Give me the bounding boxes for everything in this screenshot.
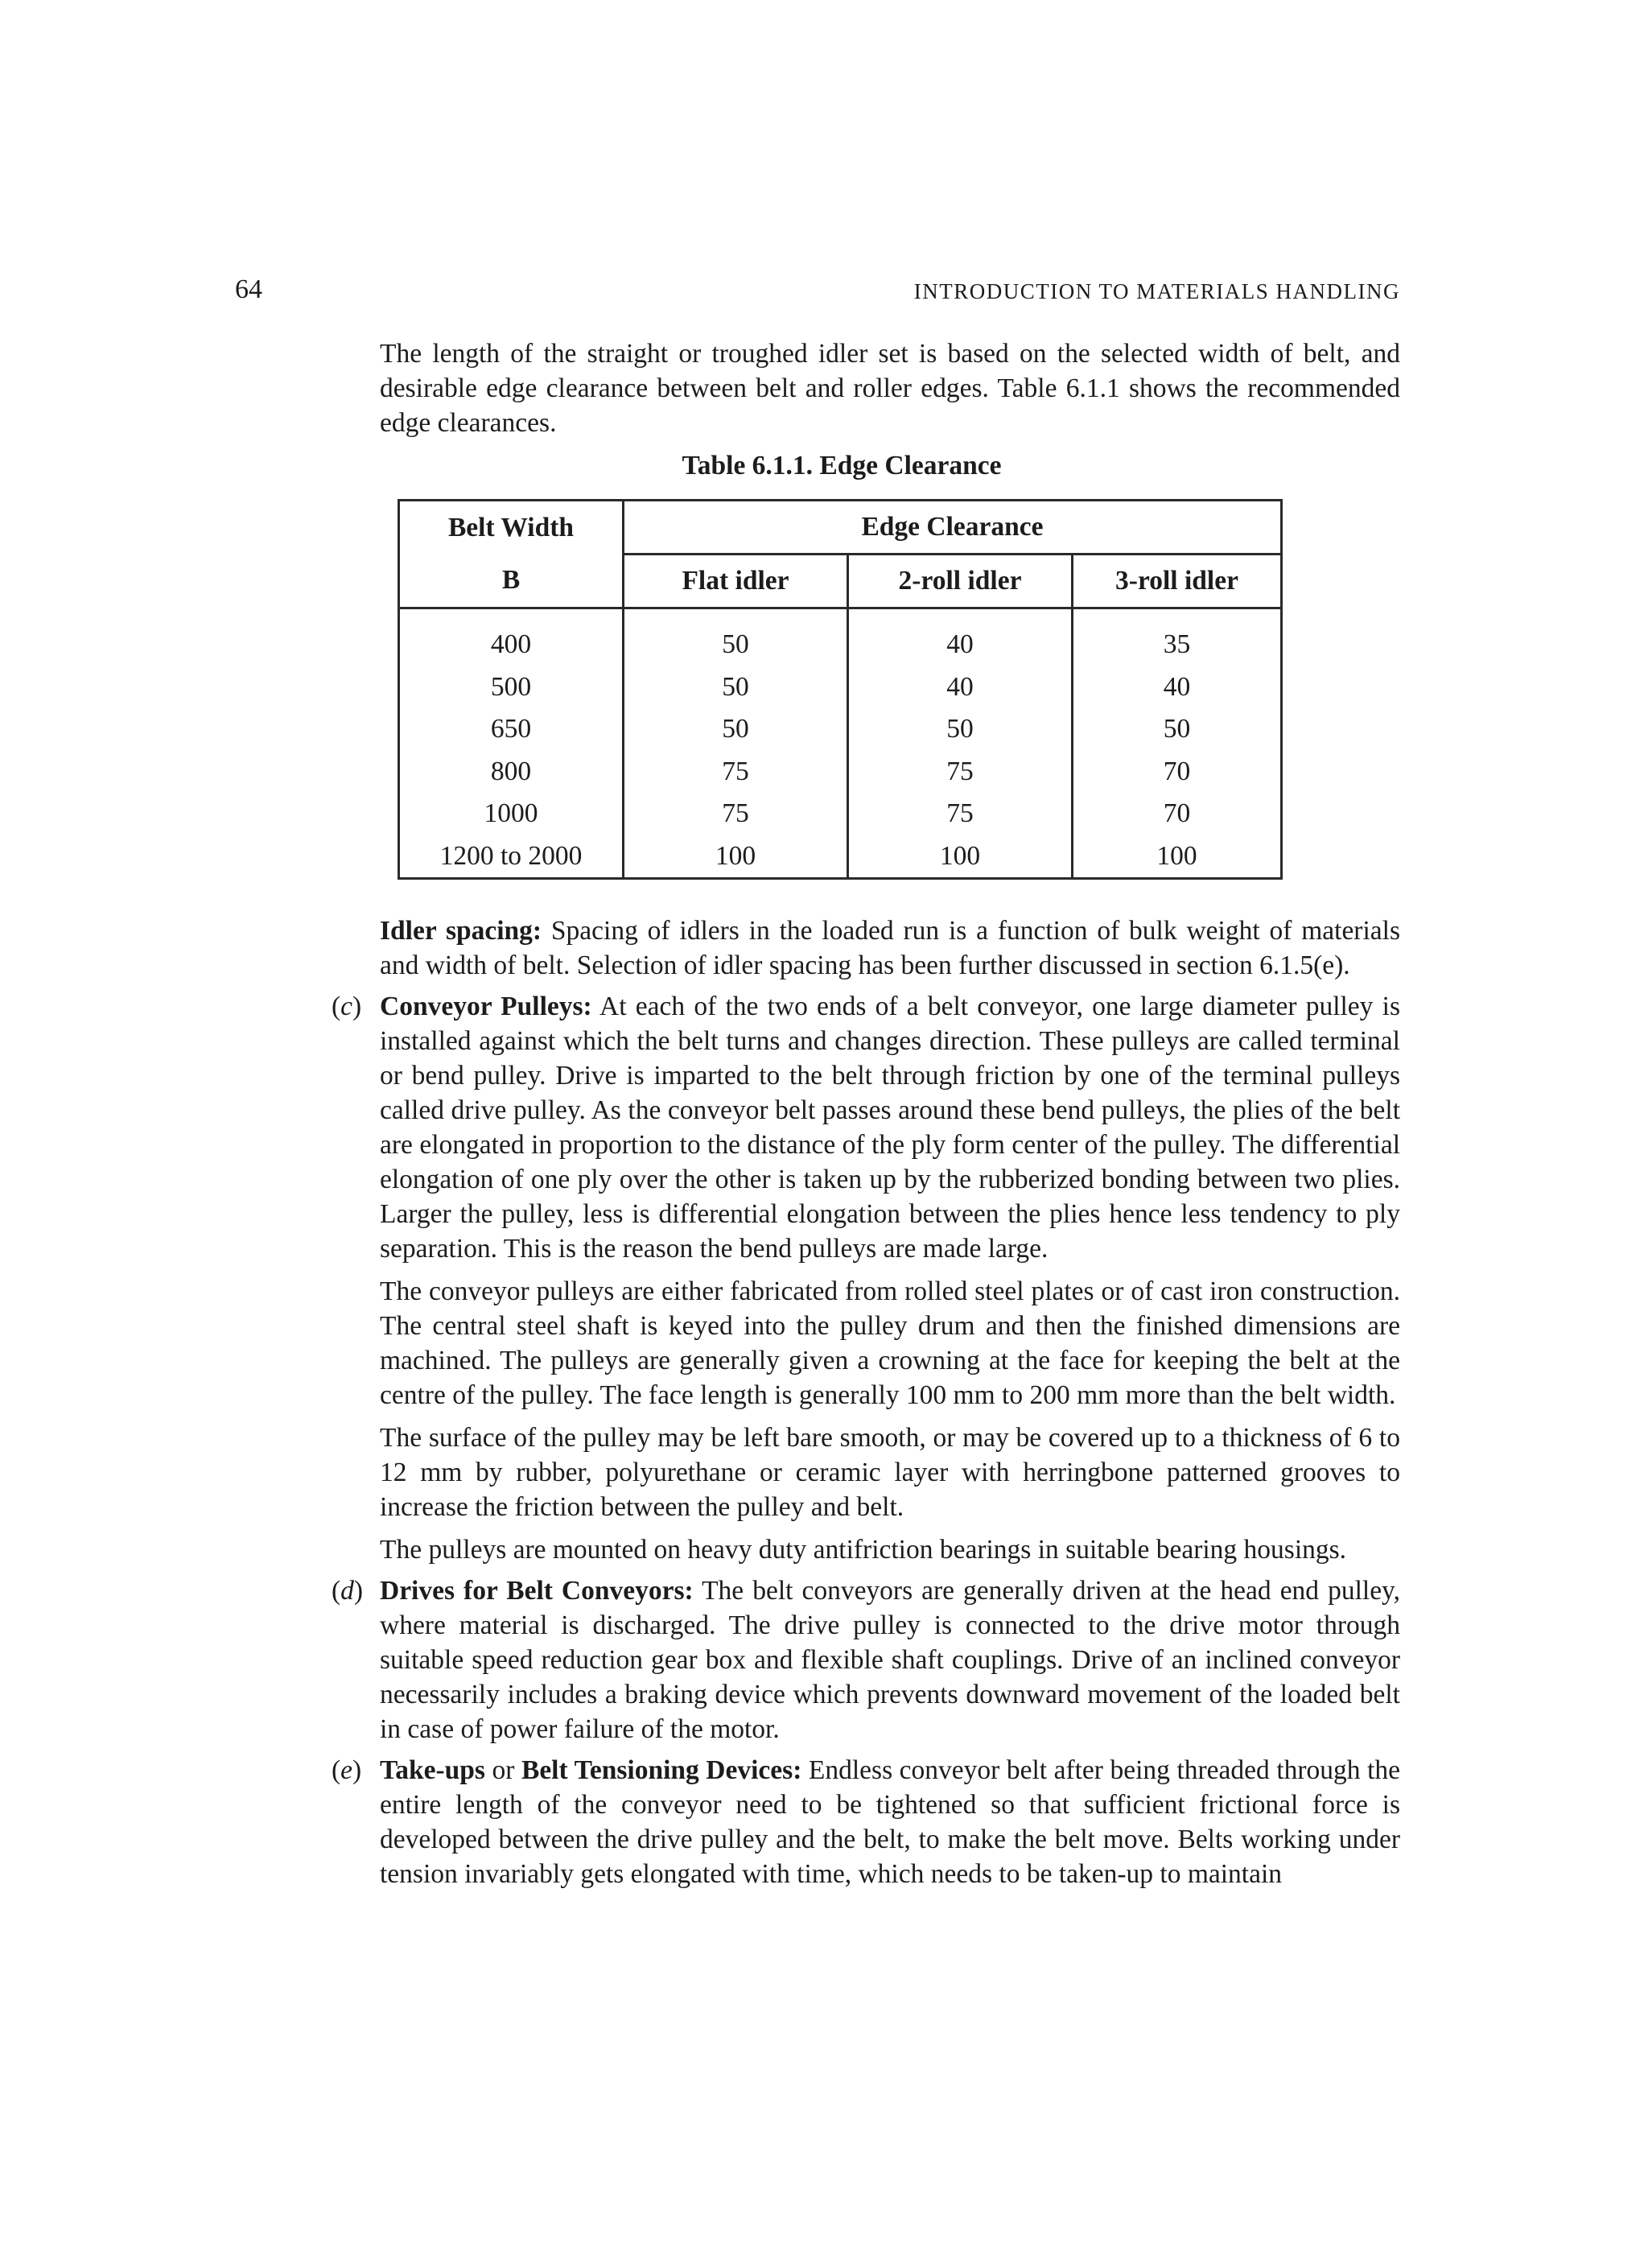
table-row: [399, 708, 1282, 751]
page-body: [332, 336, 1401, 1891]
section-e: [332, 1753, 1400, 1891]
cell-belt-width: 1000: [399, 793, 624, 835]
cell-flat: 100: [624, 835, 848, 879]
cell-3-roll: 70: [1073, 751, 1282, 794]
cell-3-roll: 40: [1073, 666, 1282, 709]
header-3-roll-idler: 3-roll idler: [1073, 555, 1282, 608]
table-row: [399, 793, 1282, 835]
table-row: [399, 835, 1282, 879]
section-d-paragraph: [380, 1573, 1400, 1746]
section-d: [332, 1573, 1401, 1746]
section-c-text: At each of the two ends of a belt conveyor, one large diameter pulley is installed against which the belt turns and changes direction. These pulleys are called terminal or bend pulley. Drive is imparted to the belt through friction by one of the terminal pulleys called drive pulley. As the conveyor belt passes around these bend pulleys, the plies of the belt are elongated in proportion to the distance of the ply form center of the pulley. The differential elongation of one ply over the other is taken up by the rubberized bonding between two plies. Larger the pulley, less is differential elongation between the plies hence less tendency to ply separation. This is the reason the bend pulleys are made large.: [380, 992, 1400, 1264]
section-c-paragraph-3: The surface of the pulley may be left bare smooth, or may be covered up to a thickness of 6 to 12 mm by rubber, polyurethane or ceramic layer with herringbone patterned grooves to increase the friction between the pulley and belt.: [380, 1423, 1400, 1522]
table-row: [399, 666, 1282, 709]
header-flat-idler: Flat idler: [624, 555, 848, 608]
header-belt-symbol: B: [399, 555, 624, 608]
table-row: [399, 608, 1282, 666]
section-c-paragraph: [380, 989, 1400, 1266]
idler-spacing-paragraph: [380, 913, 1400, 983]
cell-2-roll: 50: [848, 708, 1073, 751]
section-c-paragraph-4: The pulleys are mounted on heavy duty antifriction bearings in suitable bearing housings.: [380, 1535, 1347, 1565]
cell-3-roll: 50: [1073, 708, 1282, 751]
section-e-heading-2: Belt Tensioning Devices:: [521, 1755, 802, 1785]
section-e-heading: Take-ups: [380, 1755, 485, 1785]
cell-belt-width: 800: [399, 751, 624, 794]
table-caption: Table 6.1.1. Edge Clearance: [682, 451, 1002, 480]
section-d-letter: (d): [332, 1576, 364, 1606]
cell-3-roll: 70: [1073, 793, 1282, 835]
idler-spacing-heading: Idler spacing:: [380, 916, 542, 946]
cell-belt-width: 500: [399, 666, 624, 709]
idler-spacing-text: Spacing of idlers in the loaded run is a function of bulk weight of materials and width of belt. Selection of idler spacing has been further discussed in section 6.1.5(e).: [380, 916, 1400, 980]
header-2-roll-idler: 2-roll idler: [848, 555, 1073, 608]
cell-belt-width: 650: [399, 708, 624, 751]
table-row: [399, 751, 1282, 794]
cell-flat: 50: [624, 608, 848, 666]
cell-flat: 50: [624, 708, 848, 751]
edge-clearance-table-wrap: [398, 499, 1283, 880]
section-e-joiner: or: [484, 1755, 521, 1785]
cell-2-roll: 40: [848, 608, 1073, 666]
cell-2-roll: 75: [848, 751, 1073, 794]
cell-flat: 75: [624, 751, 848, 794]
cell-2-roll: 100: [848, 835, 1073, 879]
intro-paragraph: The length of the straight or troughed idler set is based on the selected width of belt, and desirable edge clearance between belt and roller edges. Table 6.1.1 shows the recommended edge clearances.: [380, 339, 1400, 438]
cell-2-roll: 40: [848, 666, 1073, 709]
section-e-paragraph: [380, 1753, 1400, 1891]
section-c-letter: (c): [332, 992, 362, 1021]
cell-3-roll: 35: [1073, 608, 1282, 666]
edge-clearance-table: [398, 499, 1283, 880]
section-e-letter: (e): [332, 1755, 362, 1785]
section-e-text: Endless conveyor belt after being threaded through the entire length of the conveyor need to be tightened so that sufficient frictional force is developed between the drive pulley and the belt, to make the belt move. Belts working under tension invariably gets elongated with time, which needs to be taken-up to maintain: [380, 1755, 1400, 1889]
section-c-heading: Conveyor Pulleys:: [380, 992, 592, 1021]
cell-belt-width: 400: [399, 608, 624, 666]
section-d-text: The belt conveyors are generally driven at the head end pulley, where material is discharged. The drive pulley is connected to the drive motor through suitable speed reduction gear box and flexible shaft couplings. Drive of an inclined conveyor necessarily includes a braking device which prevents downward movement of the loaded belt in case of power failure of the motor.: [380, 1576, 1401, 1744]
cell-3-roll: 100: [1073, 835, 1282, 879]
header-belt-width: Belt Width: [399, 501, 624, 555]
running-head: INTRODUCTION TO MATERIALS HANDLING: [913, 279, 1400, 303]
section-c-paragraph-2: The conveyor pulleys are either fabricated from rolled steel plates or of cast iron construction. The central steel shaft is keyed into the pulley drum and then the finished dimensions are machined. The pulleys are generally given a crowning at the face for keeping the belt at the centre of the pulley. The face length is generally 100 mm to 200 mm more than the belt width.: [380, 1276, 1400, 1410]
cell-belt-width: 1200 to 2000: [399, 835, 624, 879]
header-edge-clearance: Edge Clearance: [624, 501, 1282, 555]
cell-flat: 75: [624, 793, 848, 835]
page-number: 64: [235, 274, 262, 304]
cell-flat: 50: [624, 666, 848, 709]
section-c: [332, 989, 1400, 1567]
section-d-heading: Drives for Belt Conveyors:: [380, 1576, 694, 1606]
cell-2-roll: 75: [848, 793, 1073, 835]
